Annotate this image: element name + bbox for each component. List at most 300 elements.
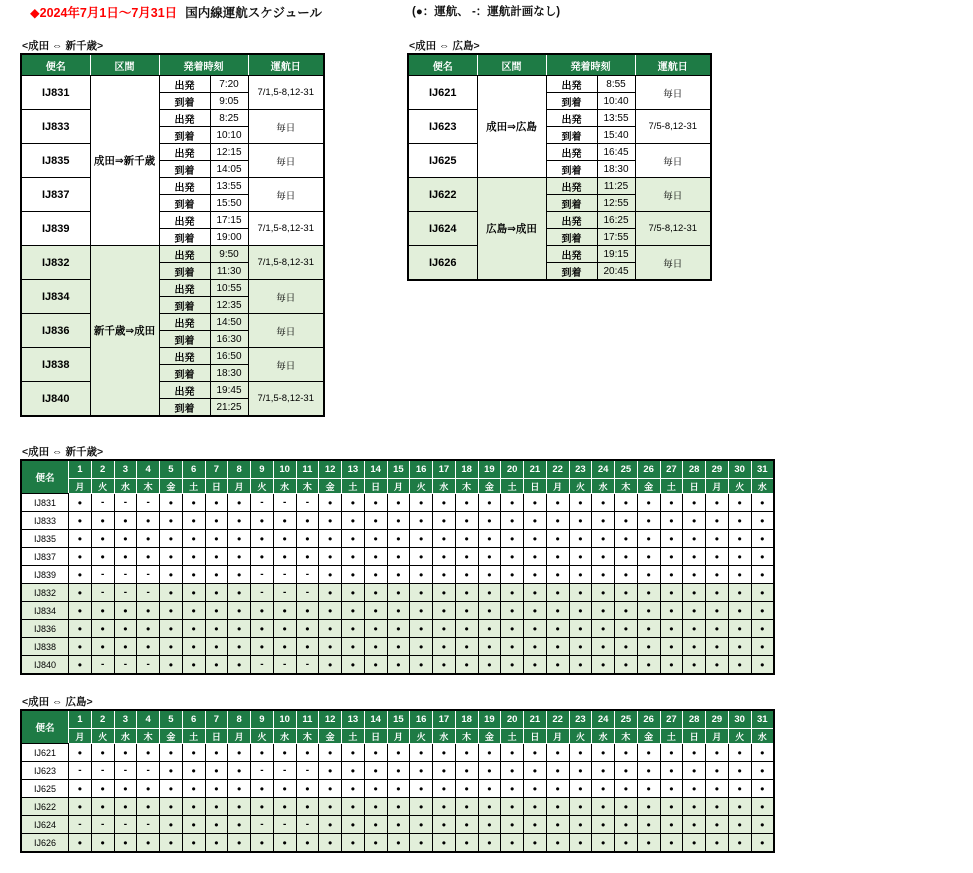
operation-mark: ● — [615, 780, 638, 798]
day-of-week: 火 — [251, 479, 274, 494]
operation-mark: ● — [660, 656, 683, 675]
day-of-week: 月 — [546, 729, 569, 744]
day-number: 20 — [501, 460, 524, 479]
operation-mark: ● — [478, 548, 501, 566]
operation-mark: ● — [228, 602, 251, 620]
day-number: 31 — [751, 710, 774, 729]
day-number: 17 — [433, 710, 456, 729]
flight-number: IJ626 — [21, 834, 69, 853]
operation-mark: ● — [319, 834, 342, 853]
flight-number: IJ840 — [21, 656, 69, 675]
flight-row — [21, 382, 324, 399]
flight-number: IJ624 — [408, 212, 477, 246]
flight-row — [21, 314, 324, 331]
operation-mark: ● — [364, 762, 387, 780]
depart-label: 出発 — [546, 110, 597, 127]
operation-mark: ● — [342, 816, 365, 834]
operation-mark: ● — [751, 566, 774, 584]
operation-mark: ● — [524, 816, 547, 834]
operation-mark: ● — [228, 566, 251, 584]
arrive-label: 到着 — [159, 263, 210, 280]
operation-mark: ● — [205, 602, 228, 620]
operation-mark: ● — [706, 512, 729, 530]
operation-mark: ● — [91, 798, 114, 816]
day-of-week: 火 — [728, 479, 751, 494]
operation-mark: ● — [342, 602, 365, 620]
operation-mark: ● — [751, 656, 774, 675]
operation-mark: ● — [751, 530, 774, 548]
col-header-flight: 便名 — [21, 460, 69, 494]
flight-number: IJ836 — [21, 620, 69, 638]
day-number: 19 — [478, 460, 501, 479]
operation-mark: ● — [160, 780, 183, 798]
operation-mark: ● — [91, 780, 114, 798]
operation-mark: ● — [251, 602, 274, 620]
day-of-week: 火 — [728, 729, 751, 744]
day-of-week: 月 — [228, 479, 251, 494]
operation-mark: ● — [569, 656, 592, 675]
operation-mark: ● — [182, 780, 205, 798]
operation-mark: ● — [683, 620, 706, 638]
operation-mark: ● — [205, 834, 228, 853]
operation-mark: ● — [478, 530, 501, 548]
flight-number: IJ624 — [21, 816, 69, 834]
arrive-label: 到着 — [159, 161, 210, 178]
operation-mark: ● — [387, 584, 410, 602]
operation-mark: ● — [410, 798, 433, 816]
operation-mark: ● — [182, 548, 205, 566]
day-number: 30 — [728, 460, 751, 479]
operation-mark: ● — [478, 780, 501, 798]
operation-mark: ● — [615, 584, 638, 602]
operation-mark: ● — [228, 656, 251, 675]
calendar-flight-row — [21, 638, 774, 656]
day-number: 13 — [342, 460, 365, 479]
day-of-week: 月 — [546, 479, 569, 494]
operation-mark: ● — [364, 602, 387, 620]
depart-label: 出発 — [159, 212, 210, 229]
calendar-flight-row — [21, 620, 774, 638]
operation-mark: ● — [364, 834, 387, 853]
schedule-block-narita-hiroshima — [407, 38, 712, 281]
operation-mark: ● — [433, 566, 456, 584]
operation-mark: ● — [319, 656, 342, 675]
operation-mark: ● — [683, 798, 706, 816]
no-operation-mark: - — [296, 494, 319, 512]
operation-mark: ● — [546, 548, 569, 566]
operation-mark: ● — [683, 816, 706, 834]
operation-mark: ● — [228, 548, 251, 566]
no-operation-mark: - — [251, 584, 274, 602]
operation-mark: ● — [160, 816, 183, 834]
col-header-times: 発着時刻 — [159, 54, 248, 76]
flight-schedule-table — [407, 53, 712, 281]
operation-mark: ● — [364, 816, 387, 834]
operation-mark: ● — [296, 780, 319, 798]
operation-mark: ● — [160, 744, 183, 762]
flight-number: IJ621 — [408, 76, 477, 110]
day-of-week: 金 — [160, 479, 183, 494]
operation-mark: ● — [433, 494, 456, 512]
operation-mark: ● — [251, 780, 274, 798]
operation-mark: ● — [160, 548, 183, 566]
operation-mark: ● — [751, 638, 774, 656]
operation-mark: ● — [273, 638, 296, 656]
operation-mark: ● — [364, 744, 387, 762]
depart-time: 8:55 — [597, 76, 635, 93]
day-of-week: 月 — [387, 479, 410, 494]
operation-mark: ● — [182, 744, 205, 762]
day-of-week: 土 — [501, 729, 524, 744]
operation-mark: ● — [182, 816, 205, 834]
operation-mark: ● — [114, 512, 137, 530]
operation-mark: ● — [478, 656, 501, 675]
day-number: 25 — [615, 460, 638, 479]
operation-mark: ● — [706, 566, 729, 584]
operation-mark: ● — [160, 656, 183, 675]
operation-mark: ● — [387, 780, 410, 798]
depart-label: 出発 — [159, 178, 210, 195]
operation-mark: ● — [569, 780, 592, 798]
operation-mark: ● — [228, 512, 251, 530]
operation-mark: ● — [637, 530, 660, 548]
day-of-week: 火 — [410, 729, 433, 744]
calendar-flight-row — [21, 530, 774, 548]
day-of-week: 日 — [364, 479, 387, 494]
operation-mark: ● — [251, 834, 274, 853]
route-section: 成田⇒新千歳 — [90, 76, 159, 246]
no-operation-mark: - — [251, 494, 274, 512]
operation-mark: ● — [228, 834, 251, 853]
operation-mark: ● — [342, 620, 365, 638]
flight-row — [21, 178, 324, 195]
operation-mark: ● — [683, 602, 706, 620]
operation-mark: ● — [524, 744, 547, 762]
operation-mark: ● — [569, 494, 592, 512]
day-number: 28 — [683, 710, 706, 729]
day-number: 26 — [637, 710, 660, 729]
operation-mark: ● — [455, 602, 478, 620]
day-of-week: 木 — [615, 479, 638, 494]
day-of-week: 日 — [683, 729, 706, 744]
day-of-week: 木 — [455, 479, 478, 494]
operation-mark: ● — [637, 834, 660, 853]
arrive-time: 16:30 — [210, 331, 248, 348]
operation-mark: ● — [455, 816, 478, 834]
operation-mark: ● — [592, 494, 615, 512]
operation-mark: ● — [410, 602, 433, 620]
operation-mark: ● — [433, 548, 456, 566]
operation-mark: ● — [569, 530, 592, 548]
no-operation-mark: - — [296, 584, 319, 602]
day-of-week: 水 — [433, 479, 456, 494]
operation-mark: ● — [387, 494, 410, 512]
flight-row — [408, 76, 711, 93]
operation-mark: ● — [728, 548, 751, 566]
operation-mark: ● — [455, 530, 478, 548]
day-number: 22 — [546, 710, 569, 729]
day-of-week: 水 — [114, 479, 137, 494]
operation-mark: ● — [273, 548, 296, 566]
operation-mark: ● — [296, 620, 319, 638]
day-of-week: 日 — [364, 729, 387, 744]
day-number: 21 — [524, 710, 547, 729]
flight-number: IJ839 — [21, 212, 90, 246]
operation-mark: ● — [728, 834, 751, 853]
operation-mark: ● — [615, 566, 638, 584]
operation-mark: ● — [728, 530, 751, 548]
operation-mark: ● — [546, 566, 569, 584]
day-of-week: 土 — [660, 729, 683, 744]
no-operation-mark: - — [251, 816, 274, 834]
operation-mark: ● — [478, 566, 501, 584]
day-number: 14 — [364, 460, 387, 479]
operation-mark: ● — [706, 530, 729, 548]
day-number: 27 — [660, 460, 683, 479]
arrive-label: 到着 — [159, 127, 210, 144]
calendar-flight-row — [21, 798, 774, 816]
operation-mark: ● — [683, 744, 706, 762]
operation-mark: ● — [683, 780, 706, 798]
operation-mark: ● — [660, 548, 683, 566]
operation-mark: ● — [706, 798, 729, 816]
operation-mark: ● — [160, 494, 183, 512]
operation-mark: ● — [137, 602, 160, 620]
arrive-time: 21:25 — [210, 399, 248, 417]
operation-mark: ● — [706, 762, 729, 780]
day-number: 24 — [592, 710, 615, 729]
operation-mark: ● — [683, 638, 706, 656]
operation-mark: ● — [387, 762, 410, 780]
day-number: 26 — [637, 460, 660, 479]
flight-number: IJ835 — [21, 530, 69, 548]
operation-mark: ● — [501, 602, 524, 620]
day-of-week: 土 — [342, 479, 365, 494]
day-of-week: 日 — [683, 479, 706, 494]
operation-mark: ● — [615, 512, 638, 530]
operation-mark: ● — [683, 512, 706, 530]
day-of-week: 日 — [524, 729, 547, 744]
operation-mark: ● — [615, 494, 638, 512]
operation-mark: ● — [342, 656, 365, 675]
no-operation-mark: - — [296, 566, 319, 584]
title-date-range: ◆2024年7月1日～7月31日 — [30, 6, 178, 20]
operation-mark: ● — [501, 566, 524, 584]
operation-mark: ● — [410, 566, 433, 584]
day-of-week: 金 — [478, 479, 501, 494]
operation-mark: ● — [455, 834, 478, 853]
flight-number: IJ836 — [21, 314, 90, 348]
operation-mark: ● — [364, 548, 387, 566]
depart-time: 14:50 — [210, 314, 248, 331]
flight-row — [21, 348, 324, 365]
schedule-table-container — [407, 53, 712, 281]
operation-mark: ● — [387, 512, 410, 530]
operation-mark: ● — [751, 762, 774, 780]
operation-mark: ● — [205, 656, 228, 675]
depart-label: 出発 — [159, 246, 210, 263]
operation-mark: ● — [91, 744, 114, 762]
operation-mark: ● — [319, 494, 342, 512]
operation-mark: ● — [683, 834, 706, 853]
operation-mark: ● — [524, 512, 547, 530]
no-operation-mark: - — [91, 656, 114, 675]
depart-time: 19:45 — [210, 382, 248, 399]
operation-mark: ● — [160, 602, 183, 620]
flight-number: IJ839 — [21, 566, 69, 584]
operation-mark: ● — [728, 638, 751, 656]
operation-mark: ● — [182, 602, 205, 620]
section-title: <成田 ⇔ 新千歳> — [22, 446, 104, 458]
day-of-week: 木 — [137, 479, 160, 494]
col-header-days: 運航日 — [635, 54, 711, 76]
operation-mark: ● — [228, 780, 251, 798]
no-operation-mark: - — [251, 566, 274, 584]
operation-mark: ● — [342, 834, 365, 853]
operation-mark: ● — [501, 512, 524, 530]
operation-mark: ● — [751, 548, 774, 566]
depart-time: 16:25 — [597, 212, 635, 229]
day-of-week: 金 — [637, 729, 660, 744]
operation-mark: ● — [615, 744, 638, 762]
day-of-week: 火 — [251, 729, 274, 744]
operation-mark: ● — [478, 620, 501, 638]
depart-label: 出発 — [159, 110, 210, 127]
calendar-block-narita-sapporo — [20, 444, 775, 675]
day-number: 15 — [387, 460, 410, 479]
operation-mark: ● — [228, 620, 251, 638]
operation-mark: ● — [160, 798, 183, 816]
day-of-week: 金 — [160, 729, 183, 744]
day-number: 9 — [251, 710, 274, 729]
arrive-time: 10:40 — [597, 93, 635, 110]
arrive-label: 到着 — [546, 263, 597, 281]
col-header-flight: 便名 — [21, 54, 90, 76]
operation-mark: ● — [387, 530, 410, 548]
operation-mark: ● — [319, 602, 342, 620]
operation-mark: ● — [182, 762, 205, 780]
depart-label: 出発 — [546, 76, 597, 93]
flight-number: IJ623 — [21, 762, 69, 780]
day-of-week: 木 — [455, 729, 478, 744]
operation-mark: ● — [205, 620, 228, 638]
arrive-time: 15:50 — [210, 195, 248, 212]
title-text: 国内線運航スケジュール — [185, 6, 322, 20]
day-number: 15 — [387, 710, 410, 729]
depart-label: 出発 — [546, 246, 597, 263]
operation-mark: ● — [319, 566, 342, 584]
day-of-week: 土 — [660, 479, 683, 494]
operation-mark: ● — [637, 548, 660, 566]
flight-number: IJ837 — [21, 548, 69, 566]
operation-mark: ● — [501, 834, 524, 853]
flight-number: IJ622 — [21, 798, 69, 816]
operating-days: 毎日 — [635, 76, 711, 110]
flight-row — [408, 110, 711, 127]
operation-mark: ● — [546, 620, 569, 638]
operation-mark: ● — [501, 494, 524, 512]
day-number: 20 — [501, 710, 524, 729]
operation-mark: ● — [182, 512, 205, 530]
operation-mark: ● — [660, 834, 683, 853]
operation-mark: ● — [91, 548, 114, 566]
operation-mark: ● — [433, 744, 456, 762]
depart-time: 12:15 — [210, 144, 248, 161]
day-number: 28 — [683, 460, 706, 479]
operation-mark: ● — [251, 798, 274, 816]
operation-mark: ● — [387, 834, 410, 853]
depart-time: 17:15 — [210, 212, 248, 229]
operation-mark: ● — [319, 816, 342, 834]
no-operation-mark: - — [114, 816, 137, 834]
operation-mark: ● — [228, 638, 251, 656]
operation-mark: ● — [387, 798, 410, 816]
operating-calendar-table — [20, 459, 775, 675]
operation-mark: ● — [569, 834, 592, 853]
operation-mark: ● — [728, 512, 751, 530]
operation-mark: ● — [205, 530, 228, 548]
operation-mark: ● — [706, 780, 729, 798]
day-of-week: 土 — [501, 479, 524, 494]
no-operation-mark: - — [137, 762, 160, 780]
depart-label: 出発 — [546, 178, 597, 195]
operation-mark: ● — [501, 548, 524, 566]
operation-mark: ● — [228, 530, 251, 548]
day-of-week: 水 — [433, 729, 456, 744]
day-of-week: 火 — [569, 479, 592, 494]
col-header-section: 区間 — [477, 54, 546, 76]
arrive-time: 10:10 — [210, 127, 248, 144]
operation-mark: ● — [706, 620, 729, 638]
flight-row — [21, 212, 324, 229]
calendar-flight-row — [21, 816, 774, 834]
operation-mark: ● — [69, 512, 92, 530]
operation-mark: ● — [114, 548, 137, 566]
operation-mark: ● — [410, 530, 433, 548]
operation-mark: ● — [364, 494, 387, 512]
calendar-day-name-row — [21, 479, 774, 494]
operation-mark: ● — [410, 512, 433, 530]
operation-mark: ● — [433, 656, 456, 675]
no-operation-mark: - — [91, 762, 114, 780]
no-operation-mark: - — [296, 656, 319, 675]
operation-mark: ● — [91, 834, 114, 853]
section-title: <成田 ⇔ 新千歳> — [22, 40, 104, 52]
operation-mark: ● — [660, 744, 683, 762]
day-number: 10 — [273, 460, 296, 479]
arrive-label: 到着 — [546, 161, 597, 178]
no-operation-mark: - — [137, 816, 160, 834]
operation-mark: ● — [751, 620, 774, 638]
day-number: 9 — [251, 460, 274, 479]
operation-mark: ● — [205, 584, 228, 602]
operation-mark: ● — [364, 780, 387, 798]
day-of-week: 月 — [706, 729, 729, 744]
operating-days: 毎日 — [248, 280, 324, 314]
operation-mark: ● — [433, 512, 456, 530]
operation-mark: ● — [546, 638, 569, 656]
flight-number: IJ625 — [408, 144, 477, 178]
flight-number: IJ834 — [21, 280, 90, 314]
operation-mark: ● — [615, 834, 638, 853]
operation-mark: ● — [387, 548, 410, 566]
flight-row — [408, 212, 711, 229]
day-number: 1 — [69, 710, 92, 729]
day-number: 8 — [228, 460, 251, 479]
no-operation-mark: - — [273, 656, 296, 675]
operation-mark: ● — [228, 798, 251, 816]
arrive-label: 到着 — [546, 127, 597, 144]
